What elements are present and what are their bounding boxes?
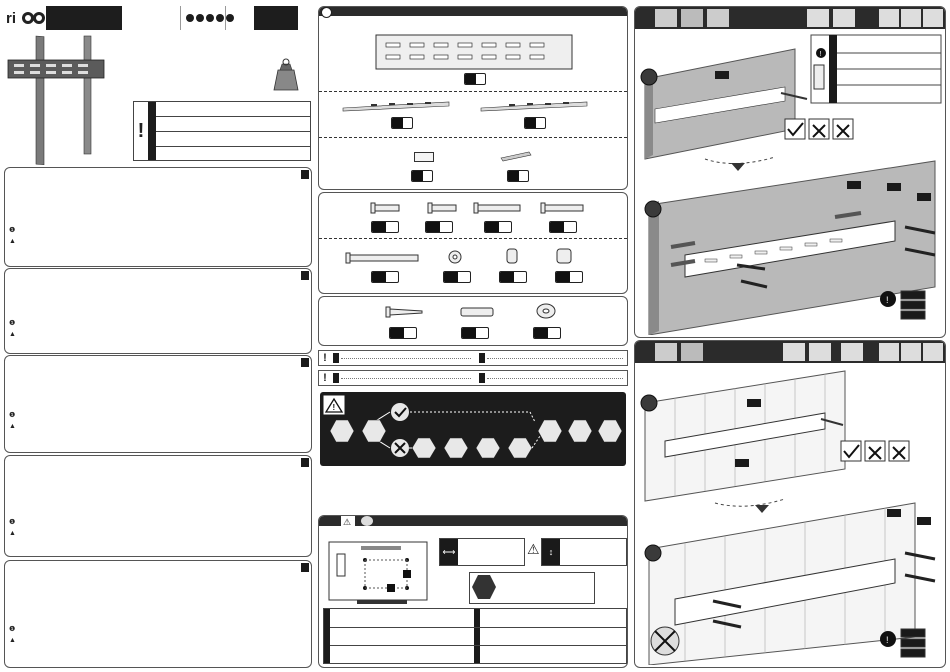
panel-corner-tab bbox=[301, 358, 309, 367]
warning-strip-2 bbox=[318, 370, 628, 386]
lag-bolt-icon bbox=[384, 305, 424, 323]
panel-corner-tab bbox=[301, 170, 309, 179]
part-badge-screw-b bbox=[425, 221, 453, 233]
part-badge-level bbox=[411, 170, 433, 182]
tool-screwdriver-icon bbox=[807, 9, 829, 27]
step-number-2 bbox=[645, 201, 661, 217]
part-badge-spacer-a bbox=[499, 271, 527, 283]
info-icon: ❶ bbox=[9, 626, 16, 633]
header-white-section bbox=[122, 6, 254, 30]
part-badge-screw-c bbox=[484, 221, 512, 233]
vesa-icon bbox=[361, 516, 373, 526]
vesa-panel bbox=[318, 515, 628, 668]
tool-drill-bit-icon bbox=[681, 9, 703, 27]
warning-icon: ▲ bbox=[9, 238, 16, 245]
warning-icon: ▲ bbox=[9, 637, 16, 644]
panel-corner-tab bbox=[301, 271, 309, 280]
tool-anchor-icon bbox=[707, 9, 729, 27]
svg-text:ri: ri bbox=[6, 10, 17, 27]
part-badge-spacer bbox=[507, 170, 529, 182]
panel-corner-tab bbox=[301, 563, 309, 572]
warning-table bbox=[133, 101, 311, 161]
svg-text:!: ! bbox=[886, 295, 889, 305]
arm-part-left bbox=[341, 99, 451, 111]
step-number-1 bbox=[641, 69, 657, 85]
screw-icon bbox=[344, 251, 420, 270]
language-panel-4 bbox=[4, 455, 312, 557]
panel-corner-tab bbox=[301, 458, 309, 467]
spacer-icon bbox=[555, 247, 573, 270]
arm-part-right bbox=[479, 99, 589, 111]
tool-pencil-icon bbox=[833, 9, 855, 27]
warning-exclamation-icon: ! bbox=[323, 372, 327, 384]
washer-icon bbox=[535, 301, 557, 326]
language-panel-5 bbox=[4, 560, 312, 668]
info-icon: ❶ bbox=[9, 320, 16, 327]
part-badge-lag bbox=[389, 327, 417, 339]
screw-hex-icon bbox=[472, 575, 496, 599]
concrete-install-illustration bbox=[635, 29, 945, 335]
top-header-bar bbox=[4, 6, 298, 30]
step-number-3 bbox=[641, 395, 657, 411]
tool-wrench-icon bbox=[879, 343, 899, 361]
tool-strip bbox=[635, 7, 945, 29]
language-panel-2 bbox=[4, 268, 312, 354]
tool-hex-key-icon bbox=[923, 343, 943, 361]
flowchart-graphic bbox=[320, 392, 626, 466]
product-image-bracket bbox=[6, 32, 106, 167]
wall-type-flowchart bbox=[320, 392, 626, 466]
screw-icon bbox=[472, 201, 522, 220]
rating-dots bbox=[185, 10, 241, 28]
anchor-icon bbox=[459, 305, 495, 323]
part-badge-spacer-b bbox=[555, 271, 583, 283]
washer-icon bbox=[447, 249, 463, 270]
vesa-info-box-vertical: ↕ bbox=[541, 538, 627, 566]
anchor-icon bbox=[814, 65, 824, 89]
tool-stud-finder-icon bbox=[841, 343, 863, 361]
parts-panel-a bbox=[318, 6, 628, 190]
tool-drill-icon bbox=[655, 9, 677, 27]
screw-selection-box bbox=[469, 572, 595, 604]
warning-icon: ▲ bbox=[9, 530, 16, 537]
part-badge-anchor bbox=[461, 327, 489, 339]
step-panel-concrete bbox=[634, 6, 946, 338]
vesa-info-box-horizontal: ⟷ bbox=[439, 538, 525, 566]
tool-level-icon bbox=[901, 343, 921, 361]
section-icon bbox=[321, 7, 332, 18]
svg-text:!: ! bbox=[886, 635, 889, 645]
tv-back-diagram bbox=[327, 540, 429, 606]
part-badge-plate bbox=[464, 73, 486, 85]
svg-text:!: ! bbox=[332, 403, 336, 412]
warning-strip-1 bbox=[318, 350, 628, 366]
logo-mark bbox=[4, 6, 46, 30]
level-part bbox=[414, 152, 434, 162]
part-badge-washer-large bbox=[533, 327, 561, 339]
warning-icon: ▲ bbox=[9, 331, 16, 338]
part-badge-screw-e bbox=[371, 271, 399, 283]
spacer-icon bbox=[505, 247, 519, 270]
part-badge-arm-right bbox=[524, 117, 546, 129]
info-icon: ❶ bbox=[9, 412, 16, 419]
screw-icon bbox=[367, 201, 401, 220]
tool-pencil-icon bbox=[809, 343, 831, 361]
warning-icon: ⚠ bbox=[343, 517, 352, 527]
language-panel-3 bbox=[4, 355, 312, 453]
parts-panel-anchors bbox=[318, 296, 628, 346]
tool-level-icon bbox=[901, 9, 921, 27]
weight-icon bbox=[268, 56, 304, 92]
warning-icon: ▲ bbox=[9, 423, 16, 430]
spacer-bar-part bbox=[499, 149, 533, 161]
vesa-table bbox=[323, 608, 627, 664]
svg-text:!: ! bbox=[819, 51, 822, 58]
warning-exclamation-icon: ! bbox=[323, 352, 327, 364]
info-icon: ❶ bbox=[9, 519, 16, 526]
tool-strip bbox=[635, 341, 945, 363]
tool-drill-bit-icon bbox=[681, 343, 703, 361]
part-badge-screw-a bbox=[371, 221, 399, 233]
part-badge-screw-d bbox=[549, 221, 577, 233]
tool-drill-icon bbox=[655, 343, 677, 361]
logo bbox=[4, 6, 46, 30]
step-number-4 bbox=[645, 545, 661, 561]
step-panel-wood bbox=[634, 340, 946, 668]
part-badge-arm-left bbox=[391, 117, 413, 129]
part-badge-washer bbox=[443, 271, 471, 283]
screw-icon bbox=[424, 201, 458, 220]
language-panel-1 bbox=[4, 167, 312, 267]
screw-icon bbox=[539, 201, 585, 220]
tool-screwdriver-icon bbox=[783, 343, 805, 361]
tool-wrench-icon bbox=[879, 9, 899, 27]
wall-plate-part bbox=[374, 31, 574, 75]
tool-hex-key-icon bbox=[923, 9, 943, 27]
warning-icon: ⚠ bbox=[527, 541, 540, 557]
wood-install-illustration bbox=[635, 363, 945, 665]
info-icon: ❶ bbox=[9, 227, 16, 234]
warning-exclamation-icon: ! bbox=[134, 102, 149, 160]
parts-panel-screws bbox=[318, 192, 628, 294]
